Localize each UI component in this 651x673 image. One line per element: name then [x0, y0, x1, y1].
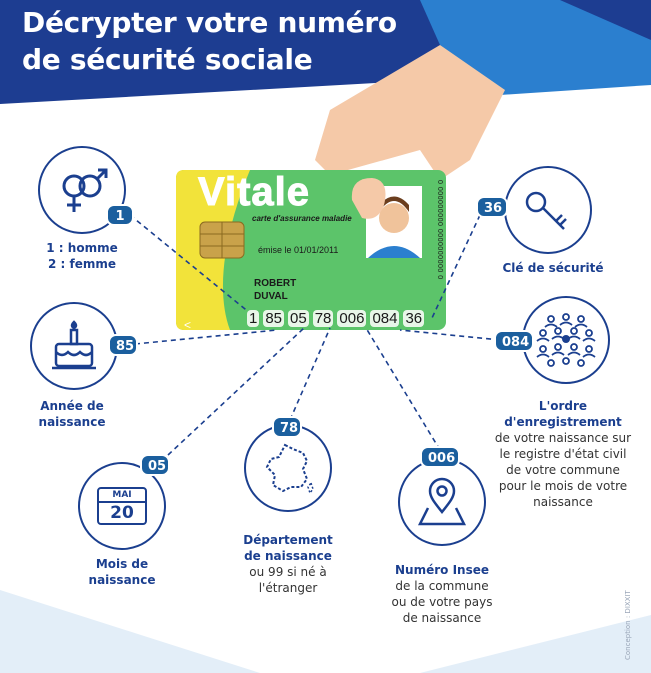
card-number-insee: 006: [339, 310, 365, 327]
month-label: [72, 556, 172, 588]
order-line-1: L'ordre: [538, 399, 588, 413]
hand: [315, 45, 505, 180]
year-line-1: Année de: [40, 399, 104, 413]
calendar-icon: [97, 487, 147, 525]
department-line-3: ou 99 si né à: [249, 565, 327, 579]
key-label: [490, 260, 616, 276]
sex-line-2: 2 : femme: [47, 257, 116, 271]
insee-badge: 006: [420, 446, 460, 468]
sex-badge: 1: [106, 204, 134, 226]
title-line-2: de sécurité sociale: [22, 43, 313, 76]
insee-label: [380, 562, 504, 626]
year-line-2: naissance: [38, 415, 106, 429]
card-number: [247, 310, 424, 327]
card-first-name: ROBERT: [254, 278, 297, 289]
card-number-sex: 1: [249, 310, 258, 327]
card-number-year: 85: [265, 310, 283, 327]
card-number-month: 05: [290, 310, 307, 327]
key-badge: 36: [476, 196, 508, 218]
card-brand: Vitale: [198, 170, 310, 214]
department-label: [228, 532, 348, 596]
key-circle: [504, 166, 592, 254]
card-last-name: DUVAL: [254, 291, 288, 302]
department-badge: 78: [272, 416, 302, 438]
insee-circle: [398, 458, 486, 546]
year-label: [22, 398, 122, 430]
card-arrow: <: [184, 318, 192, 332]
france-map-icon: [257, 437, 319, 499]
birthday-cake-icon: [44, 316, 104, 376]
order-line-6: pour le mois de votre: [498, 479, 628, 493]
insee-line-1: Numéro Insee: [395, 563, 489, 577]
credit-text: Conception : DIXXIT: [624, 590, 632, 660]
card-subtitle: carte d'assurance maladie: [252, 214, 352, 223]
card-number-key: 36: [405, 310, 423, 327]
card-number-order: 084: [372, 310, 398, 327]
key-line-1: Clé de sécurité: [502, 261, 604, 275]
order-line-5: de votre commune: [506, 463, 620, 477]
order-circle: [522, 296, 610, 384]
sex-label: [34, 240, 130, 272]
gender-icon: [52, 160, 112, 220]
order-line-4: le registre d'état civil: [499, 447, 627, 461]
card-issued: émise le 01/01/2011: [258, 245, 339, 255]
card-vertical-number: 0 000000000 0000000000 0: [436, 180, 443, 280]
month-line-1: Mois de: [95, 557, 149, 571]
key-icon: [518, 180, 578, 240]
location-pin-icon: [412, 472, 472, 532]
order-badge: 084: [494, 330, 534, 352]
sex-line-1: 1 : homme: [46, 241, 118, 255]
calendar-day: 20: [110, 503, 134, 523]
department-line-2: de naissance: [244, 549, 332, 563]
order-line-7: naissance: [533, 495, 593, 509]
order-line-3: de votre naissance sur: [494, 431, 632, 445]
crowd-icon: [531, 305, 601, 375]
order-label: [488, 398, 638, 510]
year-circle: [30, 302, 118, 390]
department-line-1: Département: [243, 533, 333, 547]
title-line-1: Décrypter votre numéro: [22, 6, 397, 39]
insee-line-4: de naissance: [402, 611, 482, 625]
year-badge: 85: [108, 334, 138, 356]
calendar-month: MAI: [99, 489, 145, 503]
insee-line-2: de la commune: [395, 579, 489, 593]
month-line-2: naissance: [88, 573, 156, 587]
order-line-2: d'enregistrement: [504, 415, 622, 429]
insee-line-3: ou de votre pays: [391, 595, 493, 609]
department-line-4: l'étranger: [258, 581, 318, 595]
card-number-department: 78: [314, 310, 332, 327]
month-badge: 05: [140, 454, 170, 476]
